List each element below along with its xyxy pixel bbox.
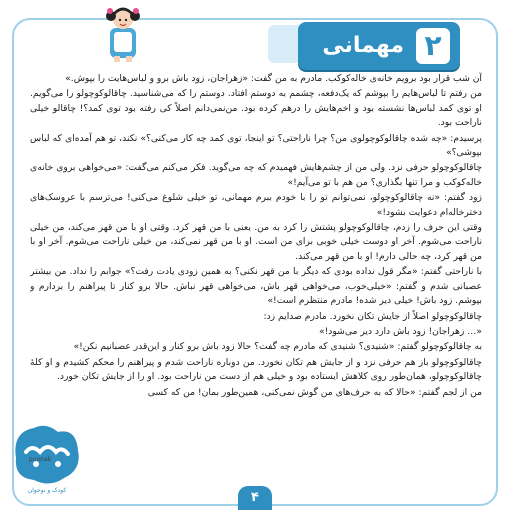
story-text bbox=[30, 72, 482, 464]
paragraph: من رفتم تا لباس‌هایم را بپوشم که یک‌دفعه، چشمم به دوستم افتاد. دوستم را که می‌شناسید. چاقالوکوچولو را می‌گویم. او توی کمد لباس‌ها نشسته بود و اخم‌هایش را درهم کرده بود. من‌نمی‌دانم اصلاً کی رفته بود توی کمد؟! چاقالو خیلی ناراحت بود. bbox=[30, 88, 482, 129]
paragraph: آن شب قرار بود برویم خانه‌ی خاله‌کوکب. مادرم به من گفت: «زهراجان، زود باش برو و لباس‌هایت را بپوش.» bbox=[65, 73, 482, 84]
paragraph: چاقالوکوچولو باز هم حرفی نزد و از جایش هم تکان نخورد. من دوباره ناراحت شدم و پیراهنم را محکم کشیدم و او کلهٔ چاقالوکوچولو، همان‌طور روی کلاهش ایستاده بود و خیلی هم از دست من ناراحت بود. او را از جایش تکان خورد. bbox=[30, 356, 482, 383]
paragraph: زود گفتم: «نه چاقالوکوچولو، نمی‌توانم تو را با خودم ببرم مهمانی، تو خیلی شلوغ می‌کنی! می‌ترسم با عروسک‌های دخترخاله‌ام دعوایت بشود!» bbox=[30, 192, 482, 218]
paragraph: چاقالوکوچولو حرفی نزد. ولی من از چشم‌هایش فهمیدم که چه می‌گوید. فکر می‌کنم می‌گفت: «می‌خواهی بروی خانه‌ی خاله‌کوکب و مرا تنها بگذاری؟ من هم با تو می‌آیم!» bbox=[30, 162, 482, 188]
paragraph: با ناراحتی گفتم: «مگر قول نداده بودی که دیگر با من قهر نکنی؟ به همین زودی یادت رفت؟» جوابم را نداد. من بیشتر عصبانی شدم و گفتم: «خیلی‌خوب، می‌خواهی قهر باش، می‌خواهی قهر نباش. حالا برو کنار تا پیراهنم را بردارم و بپوشم. زود باش! خیلی دیر شده! مادرم منتظرم است!» bbox=[30, 266, 482, 307]
girl-illustration bbox=[100, 2, 146, 64]
logo-site-text: puonak bbox=[28, 456, 52, 463]
chapter-title-bar bbox=[298, 22, 460, 70]
paragraph: «… زهراجان! زود باش دارد دیر می‌شود!» bbox=[319, 325, 482, 337]
paragraph: پرسیدم: «چه شده چاقالوکوچولوی من؟ چرا ناراحتی؟ تو اینجا، توی کمد چه کار می‌کنی؟» نکند، تو هم آمده‌ای که لباس بپوشی؟» bbox=[30, 132, 482, 159]
chapter-number: ۲ bbox=[416, 28, 450, 64]
paragraph: چاقالوکوچولو اصلاً از جایش تکان نخورد. مادرم صدایم زد: bbox=[263, 310, 482, 322]
chapter-title: مهمانی bbox=[322, 33, 404, 58]
paragraph: به چاقالوکوچولو گفتم: «شنیدی؟ شنیدی که مادرم چه گفت؟ حالا زود باش برو کنار و این‌قدر عصبانیم نکن!» bbox=[73, 341, 482, 353]
logo-tagline: کودک و نوجوان bbox=[27, 487, 67, 494]
paragraph: من از لجم گفتم: «حالا که به حرف‌های من گوش نمی‌کنی، همین‌طور بمان! من که کسی bbox=[147, 386, 482, 398]
paragraph: وقتی این حرف را زدم، چاقالوکوچولو پشتش را کرد به من. یعنی با من قهر کرد. وقتی او با من قهر می‌کند، من خیلی ناراحت می‌شوم. آخر او دوست خیلی خوبی برای من است. او با من قهر نمی‌کند، من خیلی ناراحت می‌شوم. آخر او با من قهر کرد، چه حالی دارم! او با من قهر می‌کند. bbox=[30, 222, 482, 262]
page-number: ۴ bbox=[238, 486, 272, 510]
